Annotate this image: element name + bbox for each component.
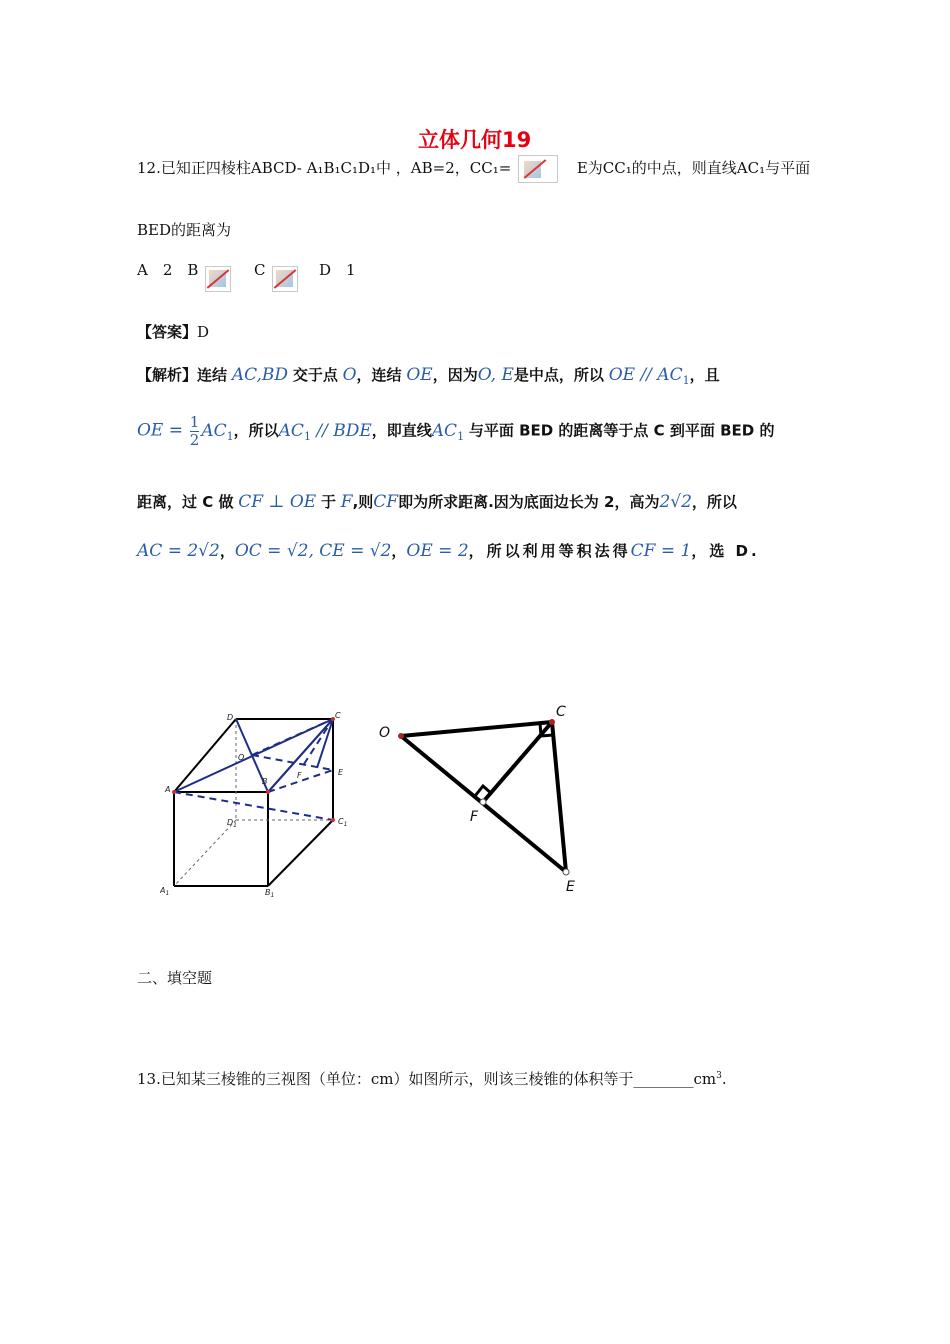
section-heading: 二、填空题 (137, 969, 213, 987)
math: AC = 2√2 (137, 541, 220, 561)
label-C1-sub: 1 (343, 821, 348, 828)
period: . (721, 1070, 727, 1088)
math: CF (373, 492, 399, 512)
label-B1 (265, 888, 274, 899)
analysis-line3 (137, 491, 737, 512)
math: F (340, 492, 353, 512)
math: O, E (477, 365, 514, 385)
answer-label: 【答案】 (137, 323, 198, 341)
text: ，所以利用等积法得 (468, 542, 631, 560)
analysis-line2 (137, 414, 774, 449)
answer-line (137, 321, 209, 342)
text: 交于点 (292, 366, 338, 384)
math: // BDE (316, 420, 372, 441)
subscript: 1 (682, 374, 690, 387)
label-C: C (556, 704, 566, 720)
q12-line1 (137, 155, 810, 183)
label-A1-sub: 1 (165, 890, 170, 897)
subscript: 1 (303, 429, 311, 443)
math: OE = 2 (406, 541, 469, 561)
fraction (190, 414, 200, 449)
math: AC (278, 420, 304, 441)
label-D1 (227, 818, 237, 829)
q13-text: 13.已知某三棱锥的三视图（单位：cm）如图所示，则该三棱锥的体积等于 (137, 1070, 634, 1088)
unit-exponent: 3 (716, 1071, 722, 1081)
label-C: C (335, 711, 341, 720)
label-F: F (297, 771, 302, 780)
label-B1-sub: 1 (270, 892, 275, 899)
unit: cm (693, 1070, 717, 1088)
broken-image-icon (205, 266, 231, 292)
label-B1-letter: B (265, 888, 271, 897)
text: 连结 (197, 366, 228, 384)
label-O: O (379, 725, 391, 741)
math: AC (431, 420, 458, 441)
broken-image-icon (518, 155, 558, 183)
text: ，即直线 (371, 421, 432, 440)
subscript: 1 (457, 429, 465, 443)
label-O: O (238, 753, 245, 762)
math: OE = (137, 420, 183, 441)
subscript: 1 (226, 429, 234, 443)
label-C1 (338, 817, 347, 828)
math: CF ⊥ OE (238, 492, 317, 512)
denominator: 2 (189, 431, 200, 449)
page-title: 立体几何19 (418, 128, 532, 152)
option-d: D 1 (319, 261, 356, 279)
math: AC,BD (231, 365, 289, 385)
text: ，选 D. (691, 542, 760, 560)
label-D: D (227, 713, 234, 722)
label-E: E (566, 879, 575, 895)
text: 于 (320, 493, 336, 511)
text: ，所以 (233, 421, 279, 440)
label-A: A (165, 785, 171, 794)
answer-blank: ________ (633, 1070, 694, 1088)
label-A1-letter: A (160, 886, 166, 895)
math: O (342, 365, 357, 385)
q13-line (137, 1068, 727, 1089)
text: 距离，过 C 做 (137, 493, 234, 511)
math: AC (201, 420, 227, 441)
math: CF = 1 (630, 541, 692, 561)
broken-image-icon (272, 266, 298, 292)
answer-value: D (197, 323, 210, 341)
option-a-b: A 2 B (137, 261, 199, 279)
label-D1-sub: 1 (233, 822, 237, 829)
q12-line2: BED的距离为 (137, 221, 231, 239)
label-A1 (160, 886, 169, 897)
text: ,则 (352, 493, 374, 511)
label-E: E (338, 768, 344, 777)
text: ，所以 (691, 493, 737, 511)
option-c: C (253, 261, 266, 279)
triangle-figure (370, 695, 590, 900)
prism-figure (160, 705, 360, 900)
label-F: F (470, 809, 479, 825)
text: 即为所求距离.因为底面边长为 2，高为 (398, 493, 660, 511)
analysis-line1 (137, 364, 720, 387)
math: OE (406, 365, 433, 385)
q12-text-a: 12.已知正四棱柱ABCD- A₁B₁C₁D₁中 ，AB=2，CC₁= (137, 159, 512, 177)
q12-text-b: E为CC₁的中点，则直线AC₁与平面 (576, 159, 811, 177)
text: 与平面 BED 的距离等于点 C 到平面 BED 的 (468, 421, 775, 440)
text: ，连结 (356, 366, 402, 384)
math: OC = √2, CE = √2 (234, 541, 392, 561)
q12-options (137, 258, 356, 284)
label-B: B (262, 777, 268, 786)
text: ，因为 (432, 366, 478, 384)
label-C1-letter: C (338, 817, 344, 826)
text: ，且 (689, 366, 720, 384)
text: 是中点，所以 (513, 366, 604, 384)
analysis-line4: AC = 2√2，OC = √2, CE = √2，OE = 2，所以利用等积法得CF = 1，选 D. (137, 541, 760, 561)
math: OE // AC (608, 365, 683, 385)
math: 2√2 (659, 492, 692, 512)
analysis-label: 【解析】 (137, 366, 198, 384)
numerator: 1 (189, 413, 200, 431)
label-D1-letter: D (227, 818, 234, 827)
